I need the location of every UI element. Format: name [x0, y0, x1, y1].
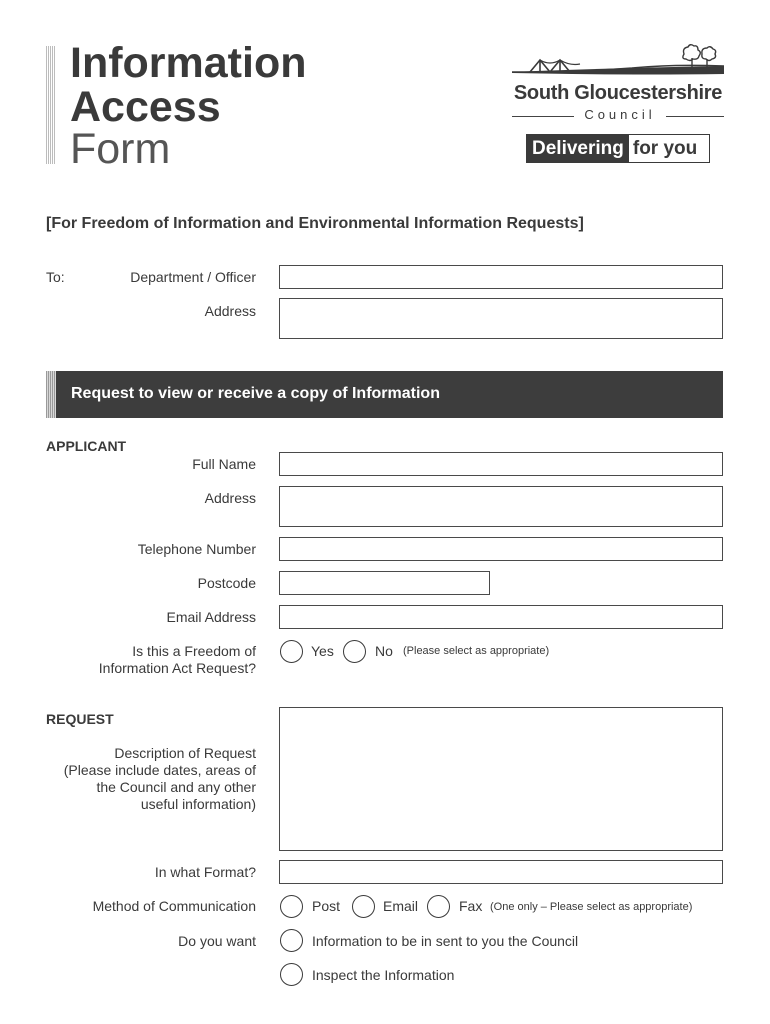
telephone-input[interactable] — [279, 537, 723, 561]
method-fax-label: Fax — [459, 898, 483, 914]
applicant-heading: APPLICANT — [46, 438, 127, 454]
council-name: South Gloucestershire — [513, 82, 723, 104]
want-inspect-radio[interactable] — [280, 963, 303, 986]
council-logo-bridge-icon — [512, 44, 724, 78]
description-input[interactable] — [279, 707, 723, 851]
telephone-label: Telephone Number — [137, 541, 256, 557]
applicant-address-label: Address — [204, 490, 256, 506]
full-name-input[interactable] — [279, 452, 723, 476]
logo-rule-right — [666, 116, 724, 117]
tagline-light: for you — [632, 138, 698, 159]
to-address-label: Address — [204, 303, 256, 319]
postcode-input[interactable] — [279, 571, 490, 595]
description-label-line-1: Description of Request — [114, 745, 256, 761]
foi-note: (Please select as appropriate) — [403, 645, 550, 657]
foi-no-radio[interactable] — [343, 640, 366, 663]
want-inspect-label: Inspect the Information — [312, 967, 455, 983]
form-title-line-1: Information — [70, 39, 307, 87]
council-word: Council — [584, 107, 656, 122]
method-email-label: Email — [383, 898, 419, 914]
form-subtitle: [For Freedom of Information and Environmental Information Requests] — [46, 215, 584, 232]
form-title-line-3: Form — [70, 125, 171, 173]
want-sent-label: Information to be in sent to you the Council — [312, 933, 579, 949]
section-header-stripe — [46, 371, 56, 418]
section-title: Request to view or receive a copy of Information — [71, 385, 440, 402]
method-post-radio[interactable] — [280, 895, 303, 918]
method-fax-radio[interactable] — [427, 895, 450, 918]
method-email-radio[interactable] — [352, 895, 375, 918]
method-post-label: Post — [312, 898, 341, 914]
email-input[interactable] — [279, 605, 723, 629]
foi-yes-label: Yes — [311, 643, 334, 659]
description-label-line-2: (Please include dates, areas of — [63, 762, 256, 778]
full-name-label: Full Name — [192, 456, 256, 472]
title-accent-bar — [46, 46, 55, 164]
foi-no-label: No — [375, 643, 393, 659]
to-label: To: — [46, 269, 65, 285]
form-title-line-2: Access — [70, 83, 221, 131]
foi-question-line-1: Is this a Freedom of — [132, 643, 256, 659]
applicant-address-input[interactable] — [279, 486, 723, 527]
method-note: (One only – Please select as appropriate) — [490, 901, 693, 913]
department-label: Department / Officer — [130, 269, 256, 285]
foi-yes-radio[interactable] — [280, 640, 303, 663]
description-label-line-4: useful information) — [140, 796, 256, 812]
description-label-line-3: the Council and any other — [96, 779, 256, 795]
tagline-dark: Delivering — [527, 135, 629, 162]
request-heading: REQUEST — [46, 711, 114, 727]
foi-question-line-2: Information Act Request? — [98, 660, 256, 676]
method-label: Method of Communication — [92, 898, 256, 914]
to-address-input[interactable] — [279, 298, 723, 339]
logo-rule-left — [512, 116, 574, 117]
department-input[interactable] — [279, 265, 723, 289]
email-label: Email Address — [166, 609, 256, 625]
want-sent-radio[interactable] — [280, 929, 303, 952]
postcode-label: Postcode — [197, 575, 256, 591]
format-label: In what Format? — [154, 864, 256, 880]
want-label: Do you want — [178, 933, 256, 949]
tagline-badge — [526, 134, 710, 163]
format-input[interactable] — [279, 860, 723, 884]
